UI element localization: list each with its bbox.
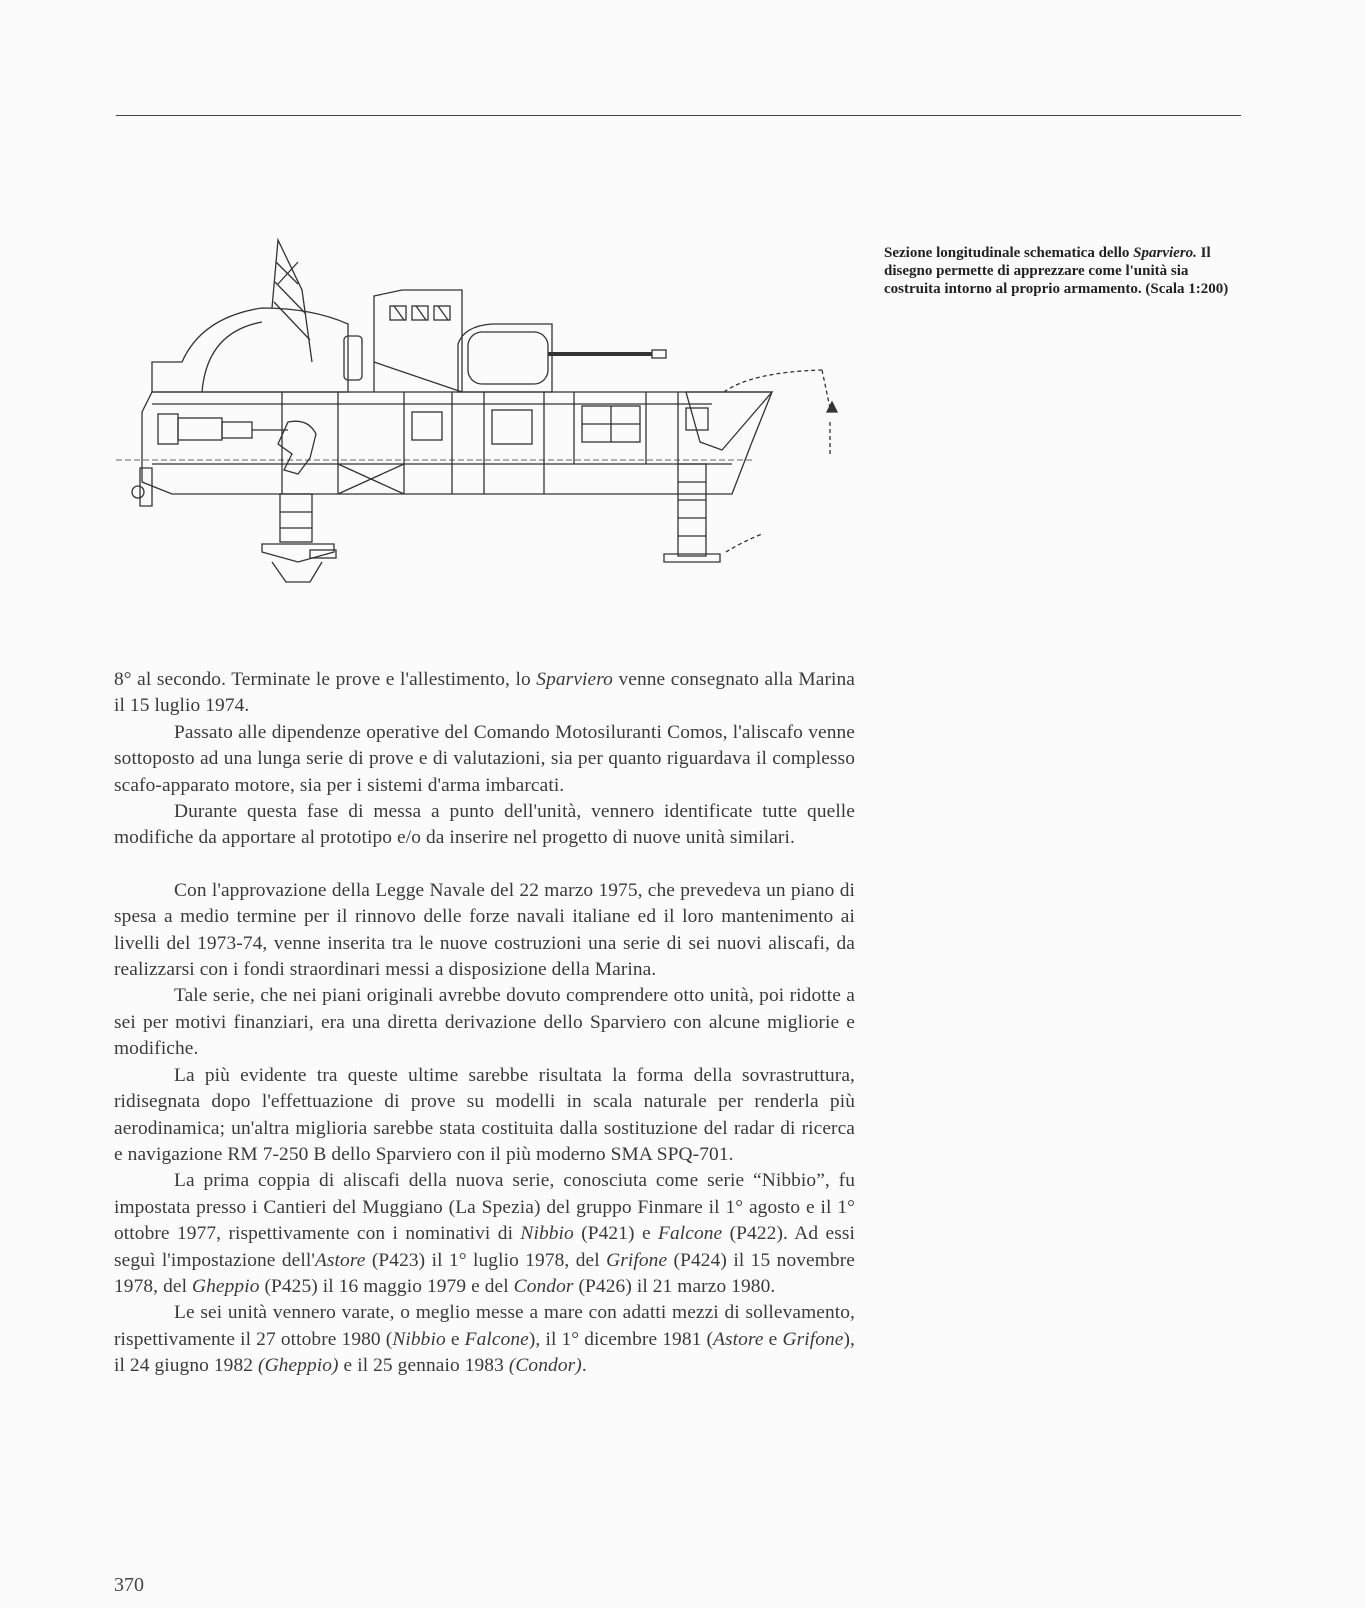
paragraph-text: venne consegnato alla Marina il 15 luglio 1974. xyxy=(114,669,855,717)
ship-name: Falcone xyxy=(658,1223,723,1245)
body-text xyxy=(114,667,855,1380)
paragraph xyxy=(114,1168,855,1300)
paragraph: La più evidente tra queste ultime sarebbe risultata la forma della sovrastruttura, ridisegnata dopo l'effettuazione di prove su modelli in scala naturale per renderla più aerodinamica; un'altra miglioria sarebbe stata costituita dalla sostituzione del radar di ricerca e navigazione RM 7-250 B dello Sparviero con il più moderno SMA SPQ-701. xyxy=(114,1064,855,1165)
caption-text: Sezione longitudinale schematica dello xyxy=(884,245,1134,261)
paragraph-text: (P421) e xyxy=(573,1223,659,1245)
paragraph-text: (P424) il 15 novembre 1978, del xyxy=(114,1249,855,1297)
ship-name: (Gheppio) xyxy=(258,1355,339,1377)
paragraph-text: e il 25 gennaio 1983 xyxy=(338,1355,509,1377)
paragraph-text: e xyxy=(445,1328,465,1350)
paragraph: Durante questa fase di messa a punto dell'unità, vennero identificate tutte quelle modifiche da apportare al prototipo e/o da inserire nel progetto di nuove unità similari. xyxy=(114,801,855,849)
paragraph: Passato alle dipendenze operative del Comando Motosiluranti Comos, l'aliscafo venne sottoposto ad una lunga serie di prove e di valutazioni, sia per quanto riguardava il complesso scafo-apparato motore, sia per i sistemi d'arma imbarcati. xyxy=(114,721,855,796)
paragraph-text: (P426) il 21 marzo 1980. xyxy=(573,1275,776,1297)
paragraph-text: (P425) il 16 maggio 1979 e del xyxy=(259,1275,514,1297)
paragraph-text: ), il 1° dicembre 1981 ( xyxy=(528,1328,714,1350)
ship-name: Falcone xyxy=(464,1328,529,1350)
paragraph-text: Le sei unità vennero varate, o meglio messe a mare con adatti mezzi di sollevamento, rispettivamente il 27 ottobre 1980 ( xyxy=(114,1302,855,1350)
ship-name: Astore xyxy=(713,1328,764,1350)
paragraph xyxy=(114,667,855,720)
paragraph-text: (P423) il 1° luglio 1978, del xyxy=(365,1249,607,1271)
ship-name: (Condor) xyxy=(508,1355,582,1377)
ship-name: Grifone xyxy=(606,1249,668,1271)
paragraph xyxy=(114,1300,855,1379)
paragraph-text: 8° al secondo. Terminate le prove e l'allestimento, lo xyxy=(114,669,537,690)
ship-name: Condor xyxy=(513,1275,574,1297)
paragraph-text: ), il 24 giugno 1982 xyxy=(114,1328,856,1377)
caption-text: Il disegno permette di apprezzare come l'unità sia costruita intorno al proprio armamento. (Scala 1:200) xyxy=(884,245,1229,297)
caption-ship-name: Sparviero. xyxy=(1133,245,1197,261)
ship-name: Astore xyxy=(314,1249,366,1271)
page-number: 370 xyxy=(114,1574,144,1596)
paragraph: Tale serie, che nei piani originali avrebbe dovuto comprendere otto unità, poi ridotte a sei per motivi finanziari, era una diretta derivazione dello Sparviero con alcune migliorie e modifiche. xyxy=(114,985,855,1060)
paragraph-text: e xyxy=(763,1328,783,1350)
paragraph-text: La prima coppia di aliscafi della nuova serie, conosciuta come serie “Nibbio”, fu impostata presso i Cantieri del Muggiano (La Spezia) del gruppo Finmare il 1° agosto e il 1° ottobre 1977, rispettivamente con i nominativi di xyxy=(114,1170,855,1245)
ship-name: Grifone xyxy=(782,1328,844,1350)
ship-name: Sparviero xyxy=(536,669,613,690)
figure-caption xyxy=(884,244,1244,298)
paragraph: Con l'approvazione della Legge Navale del 22 marzo 1975, che prevedeva un piano di spesa a medio termine per il rinnovo delle forze navali italiane ed il loro mantenimento ai livelli del 1973-74, venne inserita tra le nuove costruzioni una serie di sei nuovi aliscafi, da realizzarsi con i fondi straordinari messi a disposizione della Marina. xyxy=(114,879,855,981)
header-rule xyxy=(116,115,1241,116)
paragraph-text: (P422). Ad essi seguì l'impostazione dell' xyxy=(114,1223,855,1271)
ship-name: Nibbio xyxy=(392,1328,446,1350)
ship-name: Gheppio xyxy=(192,1275,260,1297)
ship-name: Nibbio xyxy=(520,1223,574,1245)
hydrofoil-cross-section-drawing xyxy=(112,232,872,602)
paragraph-text: . xyxy=(581,1355,587,1377)
